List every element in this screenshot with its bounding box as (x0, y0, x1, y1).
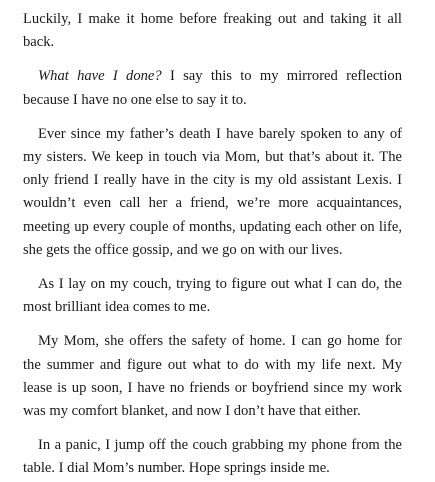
paragraph-1-text: Luckily, I make it home before freaking out and taking it all back. (23, 11, 402, 51)
paragraph-6-text: In a panic, I jump off the couch grabbing my phone from the table. I dial Mom’s number. Hope springs inside me. (23, 437, 402, 477)
paragraph-2 (23, 65, 402, 111)
paragraph-2-italic-lead: What have I done? (38, 68, 162, 85)
paragraph-2-text: I say this to my mirrored reflection because I have no one else to say it to. (23, 68, 403, 108)
paragraph-5-text: My Mom, she offers the safety of home. I can go home for the summer and figure out what to do with my life next. My lease is up soon, I have no friends or boyfriend since my work was my comfort blanket, and now I don’t have that either. (23, 333, 402, 420)
paragraph-4-text: As I lay on my couch, trying to figure out what I can do, the most brilliant idea comes to me. (23, 276, 402, 316)
paragraph-3-text: Ever since my father’s death I have barely spoken to any of my sisters. We keep in touch via Mom, but that’s about it. The only friend I really have in the city is my old assistant Lexis. I wouldn’t even call her a friend, we’re more acquaintances, meeting up every couple of months, updating each other on life, she gets the office gossip, and we go on with our lives. (23, 125, 402, 258)
paragraph-4 (23, 273, 402, 319)
paragraph-1 (23, 8, 402, 54)
paragraph-5 (23, 330, 402, 423)
paragraph-6 (23, 434, 402, 480)
paragraph-3 (23, 123, 402, 262)
